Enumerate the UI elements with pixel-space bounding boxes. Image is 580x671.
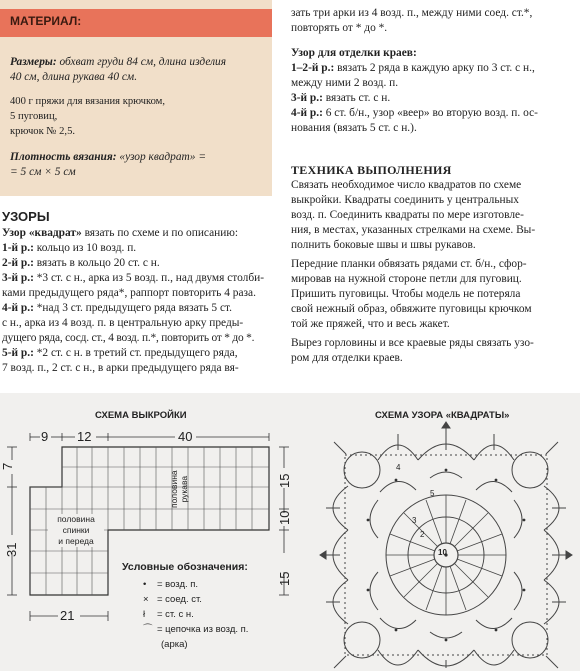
dim-9: 9: [41, 429, 49, 444]
back-front-label: половина спинки и переда: [48, 514, 104, 547]
square-title: СХЕМА УЗОРА «КВАДРАТЫ»: [375, 410, 510, 421]
pattern-row-3-a: 3-й р.: *3 ст. с н., арка из 5 возд. п., над двумя столби-: [2, 272, 265, 284]
legend-item-dc: ł = ст. с н.: [143, 609, 194, 620]
continue-line-2: повторять от * до *.: [291, 22, 388, 34]
technique-line-2: выкройки. Квадраты соединить у центральных: [291, 194, 519, 206]
square-label-4: 4: [396, 463, 401, 472]
edge-row-4-a: 4-й р.: 6 ст. б/н., узор «веер» во вторую возд. п. ос-: [291, 107, 538, 119]
technique-line-10: той же пряжей, что и весь жакет.: [291, 318, 450, 330]
pattern-row-4-b: с н., арка из 4 возд. п. в центральную арку преды-: [2, 317, 244, 329]
technique-line-7: мировав на нужной стороне петли для пуговиц.: [291, 273, 522, 285]
legend-item-chain: • = возд. п.: [143, 579, 199, 590]
sizes-line-1: Размеры: обхват груди 84 см, длина изделия: [10, 56, 227, 68]
legend-list: [143, 577, 248, 652]
density-line-2: = 5 см × 5 см: [10, 166, 76, 178]
pattern-row-1: 1-й р.: кольцо из 10 возд. п.: [2, 242, 137, 254]
dim-10: 10: [277, 510, 292, 525]
technique-line-3: возд. п. Соединить квадраты по мере изготовле-: [291, 209, 524, 221]
square-label-10: 10: [438, 548, 447, 557]
technique-line-4: ния, в местах, указанных стрелками на схеме. Вы-: [291, 224, 536, 236]
density-line-1: Плотность вязания: «узор квадрат» =: [10, 151, 207, 163]
technique-heading: ТЕХНИКА ВЫПОЛНЕНИЯ: [291, 163, 452, 177]
pattern-row-4-c: дущего ряда, сосд. ст., 4 возд. п.*, повторить от * до *.: [2, 332, 255, 344]
dim-31: 31: [4, 542, 19, 557]
pattern-row-4-a: 4-й р.: *над 3 ст. предыдущего ряда вязать 5 ст.: [2, 302, 232, 314]
continue-line-1: зать три арки из 4 возд. п., между ними соед. ст.*,: [291, 7, 533, 19]
edge-row-3: 3-й р.: вязать ст. с н.: [291, 92, 391, 104]
patterns-heading: УЗОРЫ: [2, 209, 50, 224]
technique-line-12: ром для отделки краев.: [291, 352, 403, 364]
dim-21: 21: [60, 608, 75, 623]
legend-arch-note: (арка): [161, 639, 188, 650]
technique-line-6: Передние планки обвязать рядами ст. б/н., сфор-: [291, 258, 527, 270]
material-title: МАТЕРИАЛ:: [10, 14, 82, 28]
technique-line-9: свой нежный образ, обвяжите пуговицы крючком: [291, 303, 532, 315]
dim-15-lower: 15: [277, 571, 292, 586]
square-label-3: 3: [412, 516, 417, 525]
legend-item-arch: ⌒ = цепочка из возд. п.: [143, 624, 249, 635]
technique-line-11: Вырез горловины и все краевые ряды связать узо-: [291, 337, 534, 349]
yarn-line-1: 400 г пряжи для вязания крючком,: [10, 96, 166, 107]
edge-row-4-b: нования (вязать 5 ст. с н.).: [291, 122, 417, 134]
pattern-row-5-b: 7 возд. п., 2 ст. с н., в арки предыдущего ряда вя-: [2, 362, 239, 374]
technique-line-8: Пришить пуговицы. Чтобы модель не потеряла: [291, 288, 521, 300]
yarn-line-3: крючок № 2,5.: [10, 126, 76, 137]
square-label-2: 2: [420, 530, 425, 539]
dim-40: 40: [178, 429, 193, 444]
technique-line-1: Связать необходимое число квадратов по схеме: [291, 179, 522, 191]
pattern-row-2: 2-й р.: вязать в кольцо 20 ст. с н.: [2, 257, 160, 269]
technique-line-5: полнить боковые швы и швы рукавов.: [291, 239, 476, 251]
legend-title: Условные обозначения:: [122, 561, 248, 573]
pattern-row-5-a: 5-й р.: *2 ст. с н. в третий ст. предыдущего ряда,: [2, 347, 238, 359]
edge-heading: Узор для отделки краев:: [291, 47, 417, 59]
dim-12: 12: [77, 429, 92, 444]
yarn-line-2: 5 пуговиц,: [10, 111, 58, 122]
dim-7: 7: [0, 462, 15, 470]
sleeve-label: половина рукава: [169, 470, 189, 508]
legend-item-slip: × = соед. ст.: [143, 594, 202, 605]
patterns-intro: Узор «квадрат» вязать по схеме и по описанию:: [2, 227, 239, 239]
edge-row-1-a: 1–2-й р.: вязать 2 ряда в каждую арку по 3 ст. с н.,: [291, 62, 535, 74]
square-motif-chart: [318, 420, 576, 670]
schema-title: СХЕМА ВЫКРОЙКИ: [95, 410, 187, 421]
edge-row-1-b: между ними 2 возд. п.: [291, 77, 399, 89]
pattern-row-3-b: ками предыдущего ряда*, раппорт повторить 4 раза.: [2, 287, 256, 299]
sizes-line-2: 40 см, длина рукава 40 см.: [10, 71, 138, 83]
square-label-5: 5: [430, 489, 435, 498]
dim-15-upper: 15: [277, 473, 292, 488]
